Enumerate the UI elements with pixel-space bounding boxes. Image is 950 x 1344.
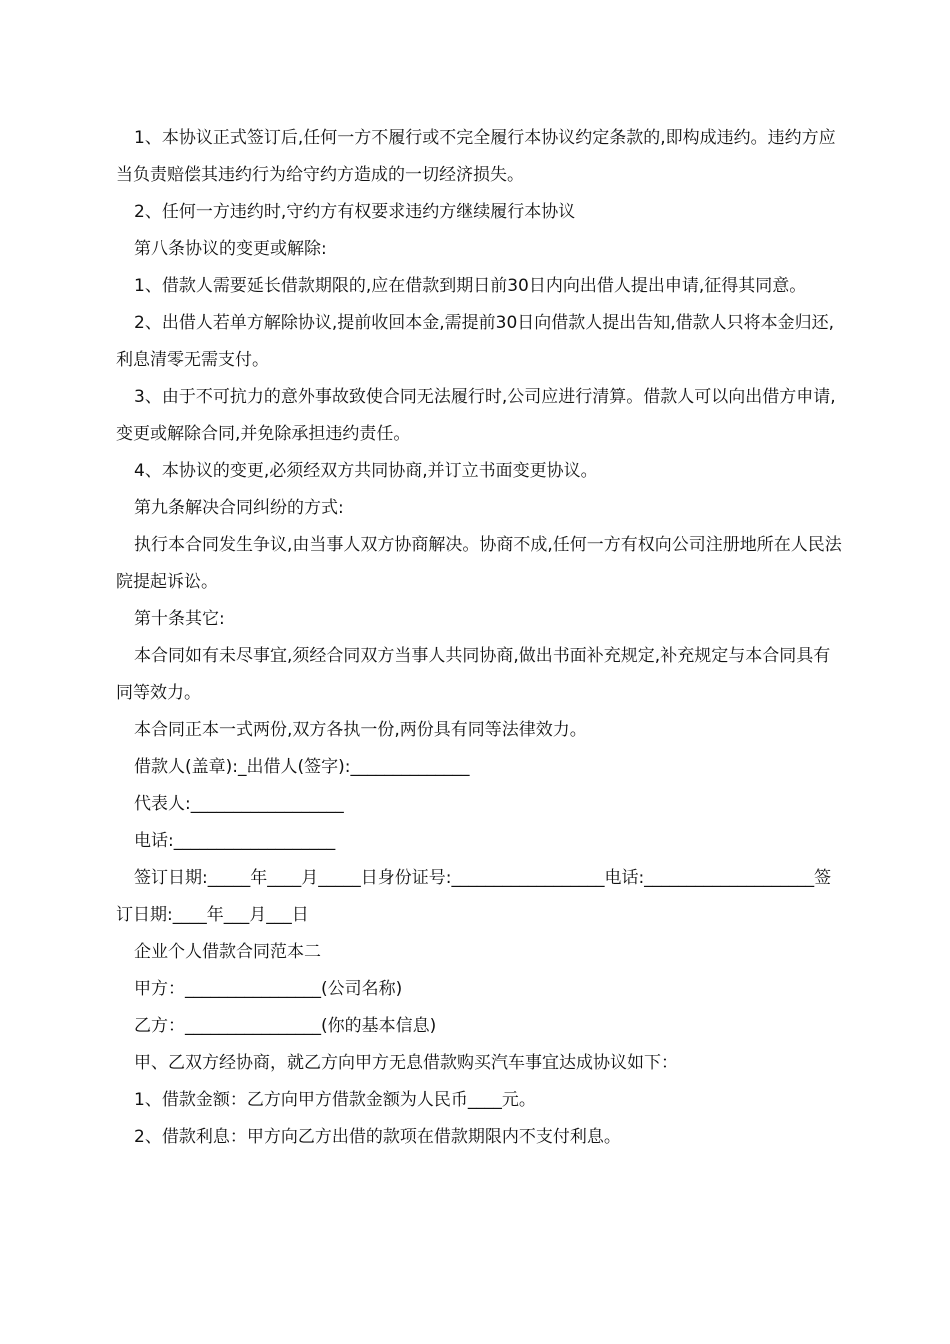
signature-borrower-lender: 借款人(盖章):_出借人(签字):______________	[134, 757, 470, 777]
article-9-heading: 第九条解决合同纠纷的方式:	[134, 498, 344, 518]
article-10-heading: 第十条其它:	[134, 609, 225, 629]
article-10-body-2: 本合同正本一式两份,双方各执一份,两份具有同等法律效力。	[134, 720, 587, 740]
party-a-line: 甲方：________________(公司名称)	[134, 979, 403, 999]
agreement-intro: 甲、乙双方经协商，就乙方向甲方无息借款购买汽车事宜达成协议如下：	[134, 1053, 678, 1073]
clause-breach-2: 2、任何一方违约时,守约方有权要求违约方继续履行本协议	[134, 202, 576, 222]
clause-breach-1: 1、本协议正式签订后,任何一方不履行或不完全履行本协议约定条款的,即构成违约。违约方应当负责赔偿其违约行为给守约方造成的一切经济损失。	[116, 128, 836, 185]
article-10-body-1: 本合同如有未尽事宜,须经合同双方当事人共同协商,做出书面补充规定,补充规定与本合同具有同等效力。	[116, 646, 831, 703]
article-8-item-1: 1、借款人需要延长借款期限的,应在借款到期日前30日内向出借人提出申请,征得其同意。	[134, 276, 807, 296]
signature-representative: 代表人:__________________	[134, 794, 344, 814]
article-8-heading: 第八条协议的变更或解除:	[134, 239, 327, 259]
article-9-body: 执行本合同发生争议,由当事人双方协商解决。协商不成,任何一方有权向公司注册地所在人民法院提起诉讼。	[116, 535, 842, 592]
loan-interest-clause: 2、借款利息：甲方向乙方出借的款项在借款期限内不支付利息。	[134, 1127, 621, 1147]
party-b-line: 乙方：________________(你的基本信息)	[134, 1016, 437, 1036]
document-body	[116, 120, 846, 1156]
article-8-item-3: 3、由于不可抗力的意外事故致使合同无法履行时,公司应进行清算。借款人可以向出借方申请,变更或解除合同,并免除承担违约责任。	[116, 387, 836, 444]
signature-date-id: 签订日期:_____年____月_____日身份证号:__________________电话:____________________签订日期:____年___月___日	[116, 868, 832, 925]
signature-phone: 电话:___________________	[134, 831, 336, 851]
article-8-item-2: 2、出借人若单方解除协议,提前收回本金,需提前30日向借款人提出告知,借款人只将本金归还,利息清零无需支付。	[116, 313, 835, 370]
template-2-title: 企业个人借款合同范本二	[134, 942, 321, 962]
loan-amount-clause: 1、借款金额：乙方向甲方借款金额为人民币____元。	[134, 1090, 536, 1110]
article-8-item-4: 4、本协议的变更,必须经双方共同协商,并订立书面变更协议。	[134, 461, 598, 481]
